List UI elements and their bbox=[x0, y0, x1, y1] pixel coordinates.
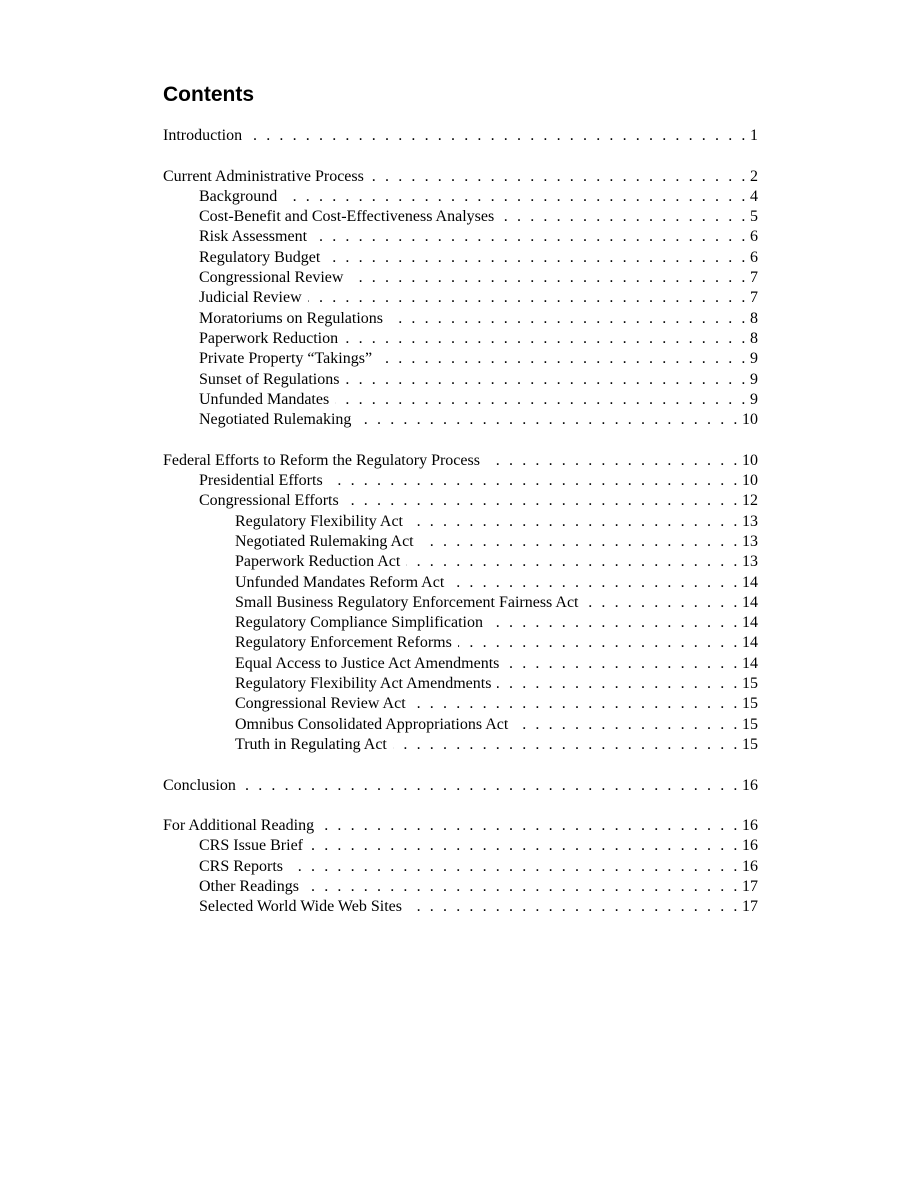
toc-entry-title: Paperwork Reduction Act bbox=[235, 553, 401, 571]
toc-entry[interactable] bbox=[163, 207, 758, 227]
toc-entry[interactable] bbox=[163, 573, 758, 593]
toc-page-number: 1 bbox=[750, 127, 758, 144]
dot-leader bbox=[406, 552, 740, 572]
dot-leader bbox=[289, 857, 740, 877]
dot-leader bbox=[308, 288, 748, 308]
dot-leader bbox=[505, 654, 740, 674]
dot-leader bbox=[349, 268, 748, 288]
toc-entry-title: Judicial Review bbox=[199, 289, 302, 307]
dot-leader bbox=[497, 674, 740, 694]
toc-section bbox=[163, 451, 758, 755]
dot-leader bbox=[514, 715, 740, 735]
toc-entry[interactable] bbox=[163, 552, 758, 572]
table-of-contents bbox=[163, 126, 758, 938]
dot-leader bbox=[486, 451, 740, 471]
toc-entry-title: Regulatory Flexibility Act bbox=[235, 512, 403, 530]
toc-page-number: 13 bbox=[742, 512, 758, 530]
dot-leader bbox=[389, 309, 748, 329]
toc-entry[interactable] bbox=[163, 836, 758, 856]
dot-leader bbox=[313, 227, 748, 247]
toc-entry-title: CRS Reports bbox=[199, 857, 284, 875]
dot-leader bbox=[585, 593, 741, 613]
toc-page-number: 15 bbox=[742, 675, 758, 693]
dot-leader bbox=[357, 410, 740, 430]
toc-page-number: 10 bbox=[742, 451, 758, 469]
toc-entry-title: Introduction bbox=[163, 127, 243, 144]
toc-entry[interactable] bbox=[163, 248, 758, 268]
toc-entry[interactable] bbox=[163, 613, 758, 633]
toc-entry[interactable] bbox=[163, 167, 758, 187]
toc-entry-title: Equal Access to Justice Act Amendments bbox=[235, 654, 500, 672]
toc-page-number: 4 bbox=[750, 187, 758, 205]
dot-leader bbox=[345, 491, 740, 511]
toc-entry[interactable] bbox=[163, 390, 758, 410]
toc-entry-title: Regulatory Compliance Simplification bbox=[235, 614, 483, 632]
dot-leader bbox=[335, 390, 748, 410]
toc-entry-title: Unfunded Mandates bbox=[199, 390, 330, 408]
toc-page-number: 7 bbox=[750, 269, 758, 287]
toc-entry-title: Federal Efforts to Reform the Regulatory Process bbox=[163, 451, 480, 469]
toc-entry-title: Congressional Review Act bbox=[235, 695, 406, 713]
dot-leader bbox=[242, 776, 740, 796]
toc-page-number: 16 bbox=[742, 837, 758, 855]
toc-entry[interactable] bbox=[163, 491, 758, 511]
toc-page-number: 14 bbox=[742, 634, 758, 652]
toc-page-number: 13 bbox=[742, 553, 758, 571]
toc-entry[interactable] bbox=[163, 288, 758, 308]
toc-page-number: 9 bbox=[750, 370, 758, 388]
toc-entry[interactable] bbox=[163, 674, 758, 694]
toc-page-number: 9 bbox=[750, 350, 758, 368]
toc-page-number: 16 bbox=[742, 817, 758, 835]
toc-page-number: 6 bbox=[750, 228, 758, 246]
toc-entry-title: Regulatory Budget bbox=[199, 248, 321, 266]
toc-section bbox=[163, 167, 758, 431]
dot-leader bbox=[309, 836, 740, 856]
toc-section bbox=[163, 126, 758, 146]
dot-leader bbox=[326, 248, 748, 268]
toc-page-number: 7 bbox=[750, 289, 758, 307]
dot-leader bbox=[412, 694, 740, 714]
toc-page-number: 12 bbox=[742, 492, 758, 510]
toc-entry-title: Presidential Efforts bbox=[199, 472, 323, 490]
toc-entry-title: Moratoriums on Regulations bbox=[199, 309, 383, 327]
toc-entry-title: Risk Assessment bbox=[199, 228, 308, 246]
toc-section bbox=[163, 776, 758, 796]
dot-leader bbox=[409, 512, 740, 532]
toc-entry-title: Negotiated Rulemaking Act bbox=[235, 532, 414, 550]
toc-entry[interactable] bbox=[163, 126, 758, 146]
dot-leader bbox=[393, 735, 740, 755]
toc-page-number: 17 bbox=[742, 898, 758, 916]
toc-entry-title: Congressional Efforts bbox=[199, 492, 339, 510]
toc-page-number: 6 bbox=[750, 248, 758, 266]
dot-leader bbox=[458, 633, 740, 653]
toc-entry-title: Sunset of Regulations bbox=[199, 370, 340, 388]
toc-entry-title: Truth in Regulating Act bbox=[235, 735, 387, 753]
toc-entry-title: Paperwork Reduction bbox=[199, 329, 339, 347]
toc-entry[interactable] bbox=[163, 776, 758, 796]
toc-entry[interactable] bbox=[163, 654, 758, 674]
toc-page-number: 16 bbox=[742, 776, 758, 794]
toc-entry-title: Omnibus Consolidated Appropriations Act bbox=[235, 715, 509, 733]
toc-page-number: 2 bbox=[750, 167, 758, 185]
dot-leader bbox=[370, 167, 748, 187]
toc-page-number: 15 bbox=[742, 735, 758, 753]
toc-page-number: 15 bbox=[742, 715, 758, 733]
toc-page-number: 5 bbox=[750, 208, 758, 226]
toc-entry-title: Small Business Regulatory Enforcement Fairness Act bbox=[235, 593, 579, 611]
toc-entry[interactable] bbox=[163, 451, 758, 471]
toc-entry[interactable] bbox=[163, 309, 758, 329]
toc-entry[interactable] bbox=[163, 694, 758, 714]
toc-page-number: 9 bbox=[750, 390, 758, 408]
toc-entry-title: Background bbox=[199, 187, 278, 205]
toc-entry[interactable] bbox=[163, 512, 758, 532]
toc-entry[interactable] bbox=[163, 532, 758, 552]
contents-heading: Contents bbox=[163, 83, 254, 106]
toc-entry[interactable] bbox=[163, 816, 758, 836]
dot-leader bbox=[329, 471, 740, 491]
dot-leader bbox=[378, 349, 748, 369]
toc-entry-title: Congressional Review bbox=[199, 269, 344, 287]
toc-page-number: 8 bbox=[750, 309, 758, 327]
toc-page-number: 16 bbox=[742, 857, 758, 875]
toc-entry-title: Other Readings bbox=[199, 877, 299, 895]
toc-page-number: 14 bbox=[742, 614, 758, 632]
toc-entry[interactable] bbox=[163, 227, 758, 247]
toc-section bbox=[163, 816, 758, 917]
toc-entry[interactable] bbox=[163, 633, 758, 653]
toc-entry[interactable] bbox=[163, 897, 758, 917]
toc-entry[interactable] bbox=[163, 187, 758, 207]
toc-page-number: 15 bbox=[742, 695, 758, 713]
dot-leader bbox=[489, 613, 740, 633]
toc-entry-title: Current Administrative Process bbox=[163, 167, 364, 185]
toc-entry-title: Cost-Benefit and Cost-Effectiveness Analyses bbox=[199, 208, 495, 226]
dot-leader bbox=[450, 573, 740, 593]
toc-entry[interactable] bbox=[163, 329, 758, 349]
dot-leader bbox=[345, 370, 748, 390]
toc-page-number: 14 bbox=[742, 573, 758, 591]
toc-page-number: 10 bbox=[742, 411, 758, 429]
toc-page-number: 14 bbox=[742, 593, 758, 611]
toc-entry-title: For Additional Reading bbox=[163, 817, 315, 835]
toc-entry-title: Selected World Wide Web Sites bbox=[199, 898, 402, 916]
dot-leader bbox=[248, 126, 748, 146]
toc-entry-title: Negotiated Rulemaking bbox=[199, 411, 352, 429]
toc-page-number: 13 bbox=[742, 532, 758, 550]
toc-entry-title: Private Property “Takings” bbox=[199, 350, 373, 368]
toc-entry[interactable] bbox=[163, 410, 758, 430]
dot-leader bbox=[283, 187, 748, 207]
toc-page-number: 17 bbox=[742, 877, 758, 895]
toc-entry[interactable] bbox=[163, 877, 758, 897]
toc-entry-title: Regulatory Flexibility Act Amendments bbox=[235, 675, 492, 693]
dot-leader bbox=[500, 207, 748, 227]
toc-page-number: 8 bbox=[750, 329, 758, 347]
toc-entry[interactable] bbox=[163, 349, 758, 369]
toc-page-number: 10 bbox=[742, 472, 758, 490]
toc-entry-title: Unfunded Mandates Reform Act bbox=[235, 573, 445, 591]
toc-entry[interactable] bbox=[163, 370, 758, 390]
toc-page-number: 14 bbox=[742, 654, 758, 672]
toc-entry-title: Conclusion bbox=[163, 776, 236, 794]
dot-leader bbox=[408, 897, 740, 917]
dot-leader bbox=[320, 816, 740, 836]
toc-entry[interactable] bbox=[163, 471, 758, 491]
toc-entry-title: CRS Issue Brief bbox=[199, 837, 303, 855]
toc-entry[interactable] bbox=[163, 268, 758, 288]
toc-entry[interactable] bbox=[163, 735, 758, 755]
toc-entry[interactable] bbox=[163, 715, 758, 735]
dot-leader bbox=[420, 532, 740, 552]
dot-leader bbox=[305, 877, 740, 897]
dot-leader bbox=[344, 329, 748, 349]
toc-entry[interactable] bbox=[163, 593, 758, 613]
toc-entry[interactable] bbox=[163, 857, 758, 877]
toc-entry-title: Regulatory Enforcement Reforms bbox=[235, 634, 452, 652]
